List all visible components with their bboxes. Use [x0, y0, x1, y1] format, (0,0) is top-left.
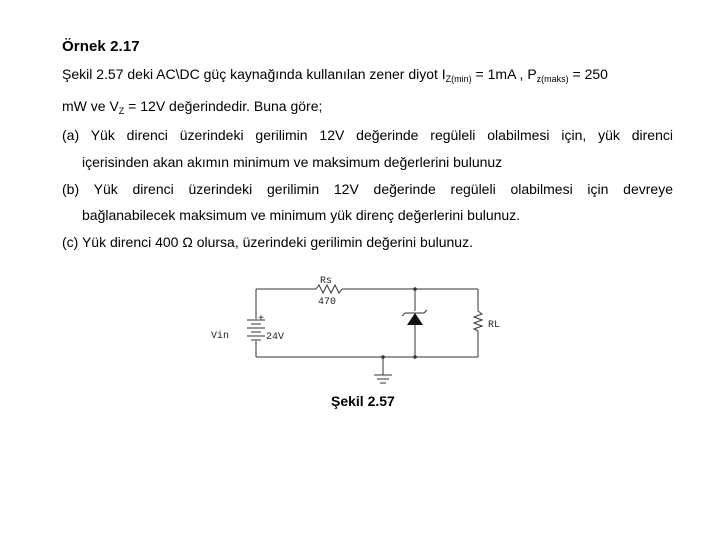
- iz-symbol: I: [441, 66, 446, 82]
- question-c: (c) Yük direnci 400 Ω olursa, üzerindeki gerilimin değerini bulunuz.: [62, 234, 473, 250]
- pz-value: = 250: [568, 66, 608, 82]
- junction-bottom-zener: [413, 355, 417, 359]
- vin-label: Vin: [211, 331, 230, 342]
- example-title: Örnek 2.17: [62, 38, 140, 55]
- question-a-line-1: (a) Yük direnci üzerindeki gerilimin 12V değerinde regüleli olabilmesi için, yük direnci: [62, 127, 673, 143]
- iz-value: = 1mA ,: [471, 66, 528, 82]
- problem-text: Şekil 2.57 deki AC\DC güç kaynağında kullanılan zener diyot: [62, 66, 442, 82]
- rs-value: 470: [318, 297, 337, 308]
- vz-value-text: = 12V değerindedir. Buna göre;: [124, 98, 323, 114]
- iz-subscript: Z(min): [445, 74, 472, 84]
- figure-caption: Şekil 2.57: [331, 393, 395, 409]
- question-a-line-2: içerisinden akan akımın minimum ve maksimum değerlerini bulunuz: [82, 154, 503, 170]
- pz-symbol: P: [527, 66, 537, 82]
- rl-label: RL: [488, 320, 501, 331]
- vz-symbol: V: [109, 98, 119, 114]
- ground-symbol: [374, 357, 392, 383]
- junction-ground: [381, 355, 385, 359]
- rl-resistor: [474, 311, 482, 331]
- plus-sign: +: [258, 314, 265, 325]
- source-value: 24V: [266, 332, 285, 343]
- question-b-line-1: (b) Yük direnci üzerindeki gerilimin 12V değerinde regüleli olabilmesi için devreye: [62, 181, 673, 197]
- problem-text-2: mW ve: [62, 98, 110, 114]
- zener-diode-triangle: [407, 313, 423, 325]
- question-b-line-2: bağlanabilecek maksimum ve minimum yük direnç değerlerini bulunuz.: [82, 207, 521, 223]
- pz-subscript: z(maks): [536, 74, 569, 84]
- junction-top: [413, 287, 417, 291]
- vz-subscript: Z: [118, 106, 125, 116]
- rs-label: Rs: [320, 276, 333, 287]
